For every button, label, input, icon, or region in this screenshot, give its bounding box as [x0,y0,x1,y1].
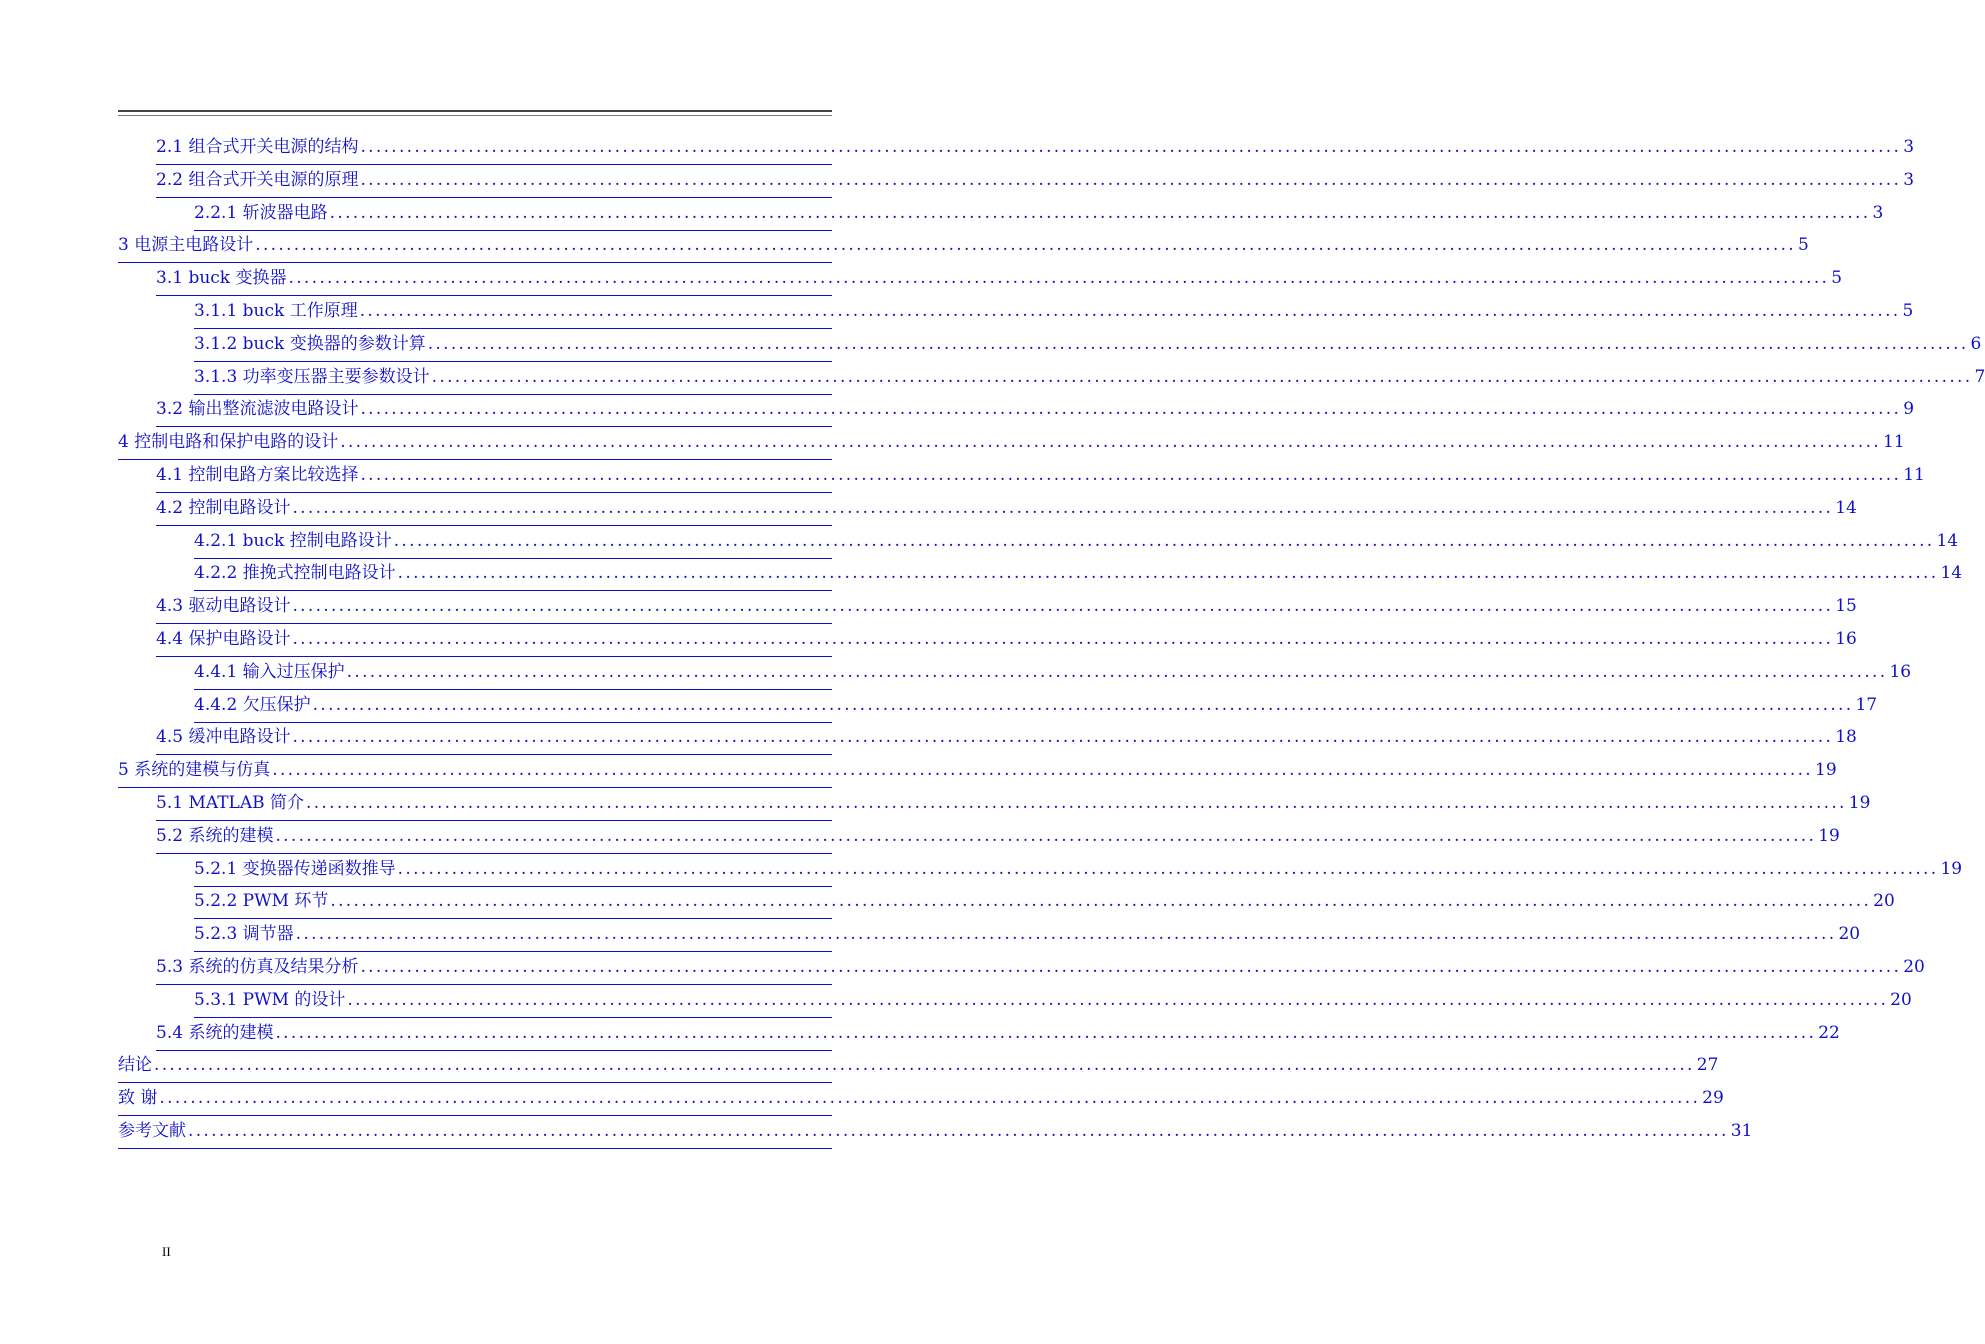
toc-entry[interactable] [156,1018,1840,1051]
toc-entry[interactable] [118,755,1837,788]
toc-entry[interactable] [156,624,1857,657]
toc-dot-leader: ........................................................................................................................................................................................................ [275,825,1817,846]
toc-entry-page: 19 [1818,825,1840,846]
toc-dot-leader: ........................................................................................................................................................................................................ [292,596,1834,617]
toc-entry[interactable] [156,460,1925,493]
toc-entry-title: 结论 [118,1055,152,1076]
toc-dot-leader: ........................................................................................................................................................................................................ [295,924,1837,945]
toc-entry-title: 5.3.1 PWM 的设计 [194,989,346,1010]
toc-entry[interactable] [194,362,1985,395]
toc-dot-leader: ........................................................................................................................................................................................................ [292,497,1834,518]
toc-dot-leader: ........................................................................................................................................................................................................ [255,235,1796,256]
toc-entry-page: 15 [1835,596,1857,617]
toc-entry[interactable] [118,1050,1719,1083]
toc-entry[interactable] [194,690,1878,723]
toc-dot-leader: ........................................................................................................................................................................................................ [393,530,1935,551]
toc-dot-leader: ........................................................................................................................................................................................................ [275,1022,1817,1043]
toc-entry-page: 19 [1940,858,1963,879]
toc-entry-page: 14 [1936,530,1959,551]
toc-entry[interactable] [156,263,1843,296]
toc-entry-page: 20 [1873,891,1895,912]
toc-entry-title: 5.2.2 PWM 环节 [194,891,329,912]
toc-entry-title: 4.4.1 输入过压保护 [194,661,345,682]
toc-entry[interactable] [156,821,1840,854]
toc-dot-leader: ........................................................................................................................................................................................................ [272,760,1813,781]
toc-dot-leader: ........................................................................................................................................................................................................ [346,661,1888,682]
toc-dot-leader: ........................................................................................................................................................................................................ [360,137,1902,157]
toc-entry-page: 16 [1889,661,1912,682]
toc-entry-page: 27 [1696,1055,1719,1076]
toc-entry-title: 4.2.1 buck 控制电路设计 [194,530,392,551]
toc-dot-leader: ........................................................................................................................................................................................................ [306,793,1847,813]
toc-entry-title: 5.2.3 调节器 [194,924,294,945]
toc-dot-leader: ........................................................................................................................................................................................................ [397,563,1939,584]
toc-entry-title: 4.1 控制电路方案比较选择 [156,465,359,485]
toc-entry-title: 4.2.2 推挽式控制电路设计 [194,563,396,584]
toc-entry[interactable] [156,394,1915,427]
toc-entry-page: 20 [1903,957,1925,977]
toc-entry[interactable] [118,1083,1724,1116]
toc-entry-title: 4.4.2 欠压保护 [194,694,311,715]
toc-entry-page: 7 [1974,366,1985,387]
toc-dot-leader: ........................................................................................................................................................................................................ [431,366,1973,387]
toc-entry-title: 2.2 组合式开关电源的原理 [156,169,359,190]
toc-entry-page: 9 [1903,399,1915,420]
toc-entry-page: 14 [1940,563,1963,584]
toc-entry[interactable] [156,722,1857,755]
toc-entry-title: 2.2.1 斩波器电路 [194,202,328,223]
toc-entry-title: 4.3 驱动电路设计 [156,596,291,617]
toc-dot-leader: ........................................................................................................................................................................................................ [292,629,1834,649]
toc-entry-title: 5.4 系统的建模 [156,1022,274,1043]
toc-entry[interactable] [156,952,1925,985]
toc-dot-leader: ........................................................................................................................................................................................................ [427,333,1969,354]
toc-dot-leader: ........................................................................................................................................................................................................ [347,989,1889,1010]
toc-entry[interactable] [118,230,1809,263]
toc-dot-leader: ........................................................................................................................................................................................................ [360,957,1902,977]
toc-entry-title: 参考文献 [118,1121,186,1141]
toc-entry[interactable] [194,657,1912,690]
toc-entry-page: 5 [1831,268,1843,289]
toc-entry-page: 6 [1970,333,1982,354]
toc-entry-title: 3.1.2 buck 变换器的参数计算 [194,333,426,354]
toc-dot-leader: ........................................................................................................................................................................................................ [329,202,1871,223]
toc-entry[interactable] [194,198,1884,231]
toc-entry[interactable] [194,985,1912,1018]
toc-entry-page: 18 [1835,727,1857,748]
toc-entry-page: 5 [1902,301,1914,321]
toc-dot-leader: ........................................................................................................................................................................................................ [360,169,1902,190]
toc-dot-leader: ........................................................................................................................................................................................................ [288,268,1830,289]
toc-entry-page: 20 [1838,924,1861,945]
toc-entry-title: 3 电源主电路设计 [118,235,254,256]
toc-entry-page: 17 [1855,694,1878,715]
toc-entry-page: 19 [1815,760,1837,781]
toc-dot-leader: ........................................................................................................................................................................................................ [188,1121,1729,1141]
toc-entry-title: 5.2.1 变换器传递函数推导 [194,858,396,879]
toc-entry-title: 致 谢 [118,1088,158,1109]
toc-entry[interactable] [194,329,1982,362]
toc-entry[interactable] [118,427,1905,460]
toc-dot-leader: ........................................................................................................................................................................................................ [397,858,1939,879]
toc-entry-page: 22 [1818,1022,1840,1043]
header-rule-thin [118,115,832,116]
toc-entry-title: 5.1 MATLAB 简介 [156,793,304,813]
toc-entry-title: 2.1 组合式开关电源的结构 [156,137,359,157]
toc-entry[interactable] [156,165,1915,198]
toc-dot-leader: ........................................................................................................................................................................................................ [359,301,1901,321]
toc-entry[interactable] [156,493,1857,526]
toc-dot-leader: ........................................................................................................................................................................................................ [360,399,1902,420]
toc-entry-page: 11 [1883,432,1905,453]
toc-entry[interactable] [156,132,1915,165]
toc-entry-title: 3.1 buck 变换器 [156,268,287,289]
toc-entry-page: 3 [1872,202,1884,223]
toc-entry-page: 19 [1848,793,1871,813]
toc-dot-leader: ........................................................................................................................................................................................................ [330,891,1872,912]
toc-entry[interactable] [156,788,1871,821]
toc-entry[interactable] [194,886,1895,919]
toc-entry-title: 3.1.1 buck 工作原理 [194,301,358,321]
toc-entry-title: 5.2 系统的建模 [156,825,274,846]
toc-entry-title: 5.3 系统的仿真及结果分析 [156,957,359,977]
toc-entry[interactable] [118,1116,1753,1149]
toc-entry[interactable] [194,919,1861,952]
toc-entry[interactable] [194,558,1963,591]
toc-entry-title: 3.2 输出整流滤波电路设计 [156,399,359,420]
toc-entry-title: 4.5 缓冲电路设计 [156,727,291,748]
toc-entry-title: 4.4 保护电路设计 [156,629,291,649]
toc-entry-page: 3 [1903,137,1915,157]
toc-entry-page: 31 [1730,1121,1753,1141]
toc-entry-page: 29 [1702,1088,1724,1109]
toc-entry-title: 4 控制电路和保护电路的设计 [118,432,339,453]
toc-entry-page: 11 [1903,465,1925,485]
toc-dot-leader: ........................................................................................................................................................................................................ [159,1088,1701,1109]
toc-entry-page: 20 [1890,989,1912,1010]
toc-entry[interactable] [194,854,1963,887]
toc-entry-title: 3.1.3 功率变压器主要参数设计 [194,366,430,387]
toc-entry[interactable] [194,526,1959,559]
toc-dot-leader: ........................................................................................................................................................................................................ [360,465,1902,485]
toc-entry-title: 5 系统的建模与仿真 [118,760,271,781]
header-rule-thick [118,110,832,112]
page-number: II [162,1244,171,1259]
toc-dot-leader: ........................................................................................................................................................................................................ [154,1055,1695,1076]
toc-entry-page: 3 [1903,169,1915,190]
toc-entry-page: 5 [1798,235,1809,256]
toc-entry-page: 14 [1835,497,1857,518]
toc-dot-leader: ........................................................................................................................................................................................................ [312,694,1854,715]
toc-entry[interactable] [156,591,1857,624]
toc-dot-leader: ........................................................................................................................................................................................................ [340,432,1881,453]
toc-dot-leader: ........................................................................................................................................................................................................ [292,727,1834,748]
toc-entry-title: 4.2 控制电路设计 [156,497,291,518]
toc-entry-page: 16 [1835,629,1857,649]
toc-entry[interactable] [194,296,1914,329]
